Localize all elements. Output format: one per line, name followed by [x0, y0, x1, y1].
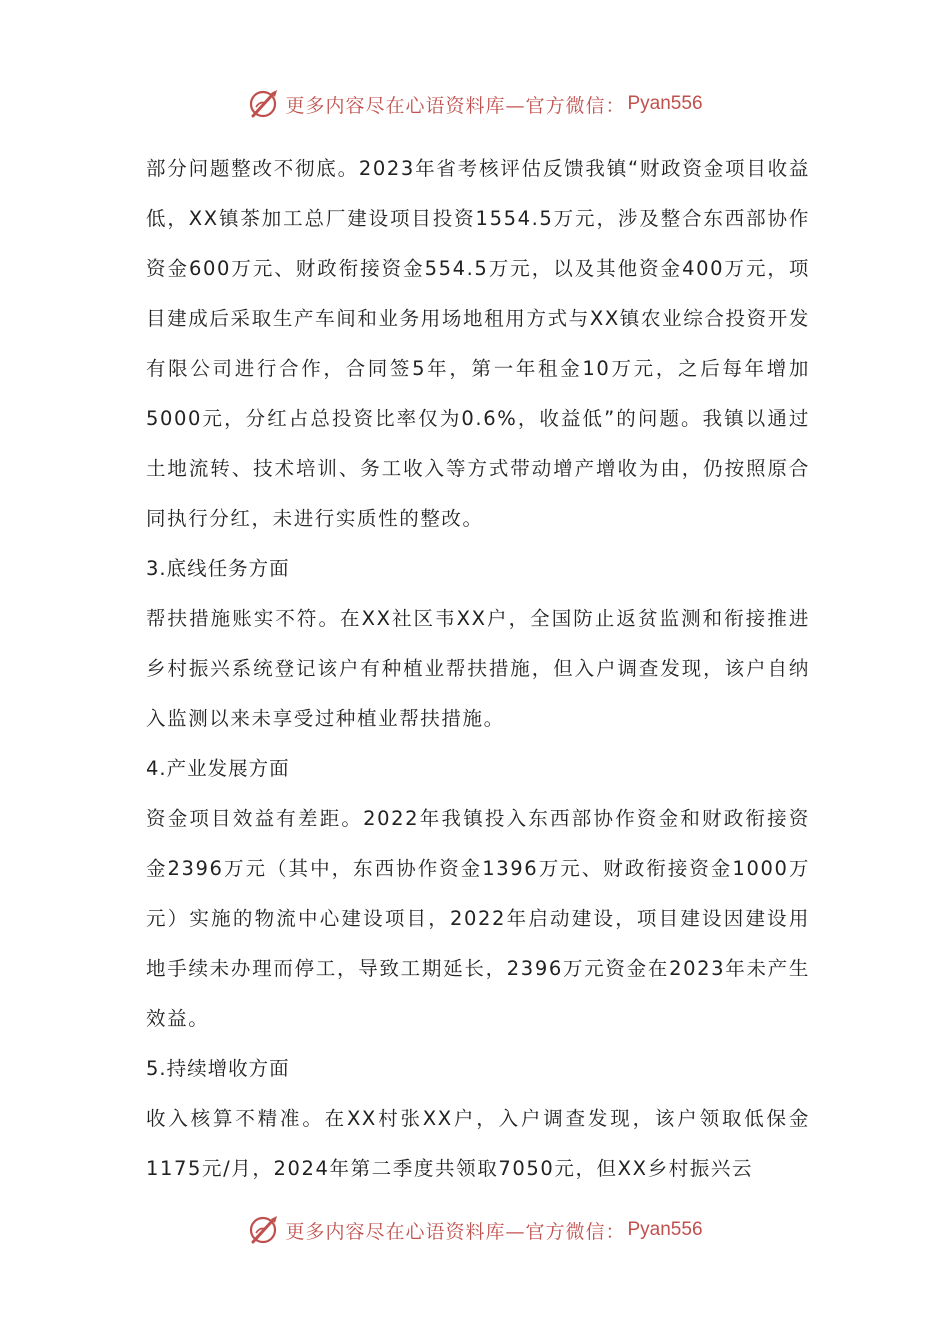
section-heading: 3.底线任务方面: [146, 557, 290, 580]
watermark-handle: Pyan556: [627, 1219, 703, 1240]
paragraph-body: 帮扶措施账实不符。在XX社区韦XX户，全国防止返贫监测和衔接推进乡村振兴系统登记该户有种植业帮扶措施，但入户调查发现，该户自纳入监测以来未享受过种植业帮扶措施。: [146, 607, 810, 730]
pen-logo-icon: [247, 87, 281, 121]
footer-watermark-banner: [0, 1210, 950, 1250]
paragraph-body: 收入核算不精准。在XX村张XX户，入户调查发现，该户领取低保金1175元/月，2024年第二季度共领取7050元，但XX乡村振兴云: [146, 1107, 810, 1180]
header-watermark-banner: [0, 84, 950, 124]
section-heading: 5.持续增收方面: [146, 1057, 290, 1080]
document-body: [146, 144, 810, 1194]
paragraph-body: 部分问题整改不彻底。2023年省考核评估反馈我镇“财政资金项目收益低，XX镇茶加工总厂建设项目投资1554.5万元，涉及整合东西部协作资金600万元、财政衔接资金554.5万元，以及其他资金400万元，项目建成后采取生产车间和业务用场地租用方式与XX镇农业综合投资开发有限公司进行合作，合同签5年，第一年租金10万元，之后每年增加5000元，分红占总投资比率仅为0.6%，收益低”的问题。我镇以通过土地流转、技术培训、务工收入等方式带动增产增收为由，仍按照原合同执行分红，未进行实质性的整改。: [146, 157, 810, 530]
watermark-handle: Pyan556: [627, 93, 703, 114]
watermark-text: 更多内容尽在心语资料库—官方微信：: [285, 1220, 626, 1243]
paragraph-body: 资金项目效益有差距。2022年我镇投入东西部协作资金和财政衔接资金2396万元（其中，东西协作资金1396万元、财政衔接资金1000万元）实施的物流中心建设项目，2022年启动建设，项目建设因建设用地手续未办理而停工，导致工期延长，2396万元资金在2023年未产生效益。: [146, 807, 810, 1030]
section-heading: 4.产业发展方面: [146, 757, 290, 780]
pen-logo-icon: [247, 1213, 281, 1247]
watermark-text: 更多内容尽在心语资料库—官方微信：: [285, 94, 626, 117]
